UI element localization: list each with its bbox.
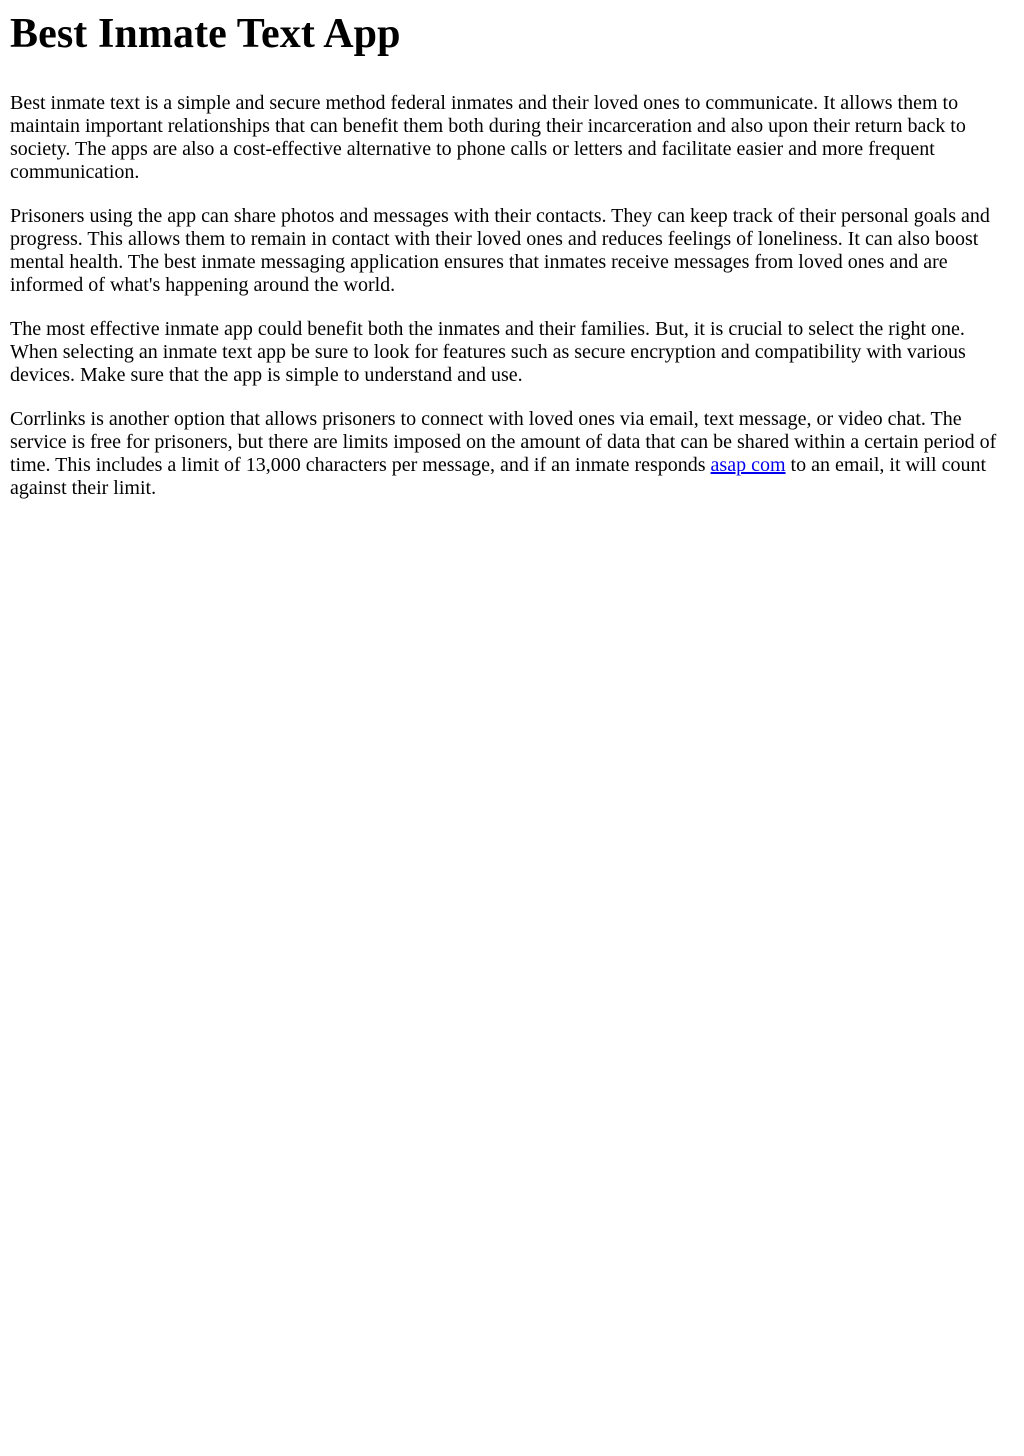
paragraph-corrlinks: [10, 408, 1014, 500]
asap-com-link[interactable]: asap com: [710, 454, 786, 477]
paragraph-features: Prisoners using the app can share photos and messages with their contacts. They can keep track of their personal goals and progress. This allows them to remain in contact with their loved ones and reduces feelings of loneliness. It can also boost mental health. The best inmate messaging application ensures that inmates receive messages from loved ones and are informed of what's happening around the world.: [10, 205, 990, 297]
paragraph-selection: The most effective inmate app could benefit both the inmates and their families. But, it is crucial to select the right one. When selecting an inmate text app be sure to look for features such as secure encryption and compatibility with various devices. Make sure that the app is simple to understand and use.: [10, 318, 966, 387]
paragraph-corrlinks-text-after: to an email, it will count against their limit.: [10, 454, 987, 500]
paragraph-corrlinks-text-before: Corrlinks is another option that allows prisoners to connect with loved ones via email, text message, or video chat. The service is free for prisoners, but there are limits imposed on the amount of data that can be shared within a certain period of time. This includes a limit of 13,000 characters per message, and if an inmate responds: [10, 408, 997, 477]
paragraph-intro: Best inmate text is a simple and secure method federal inmates and their loved ones to communicate. It allows them to maintain important relationships that can benefit them both during their incarceration and also upon their return back to society. The apps are also a cost-effective alternative to phone calls or letters and facilitate easier and more frequent communication.: [10, 92, 966, 184]
page-title: Best Inmate Text App: [10, 11, 401, 57]
